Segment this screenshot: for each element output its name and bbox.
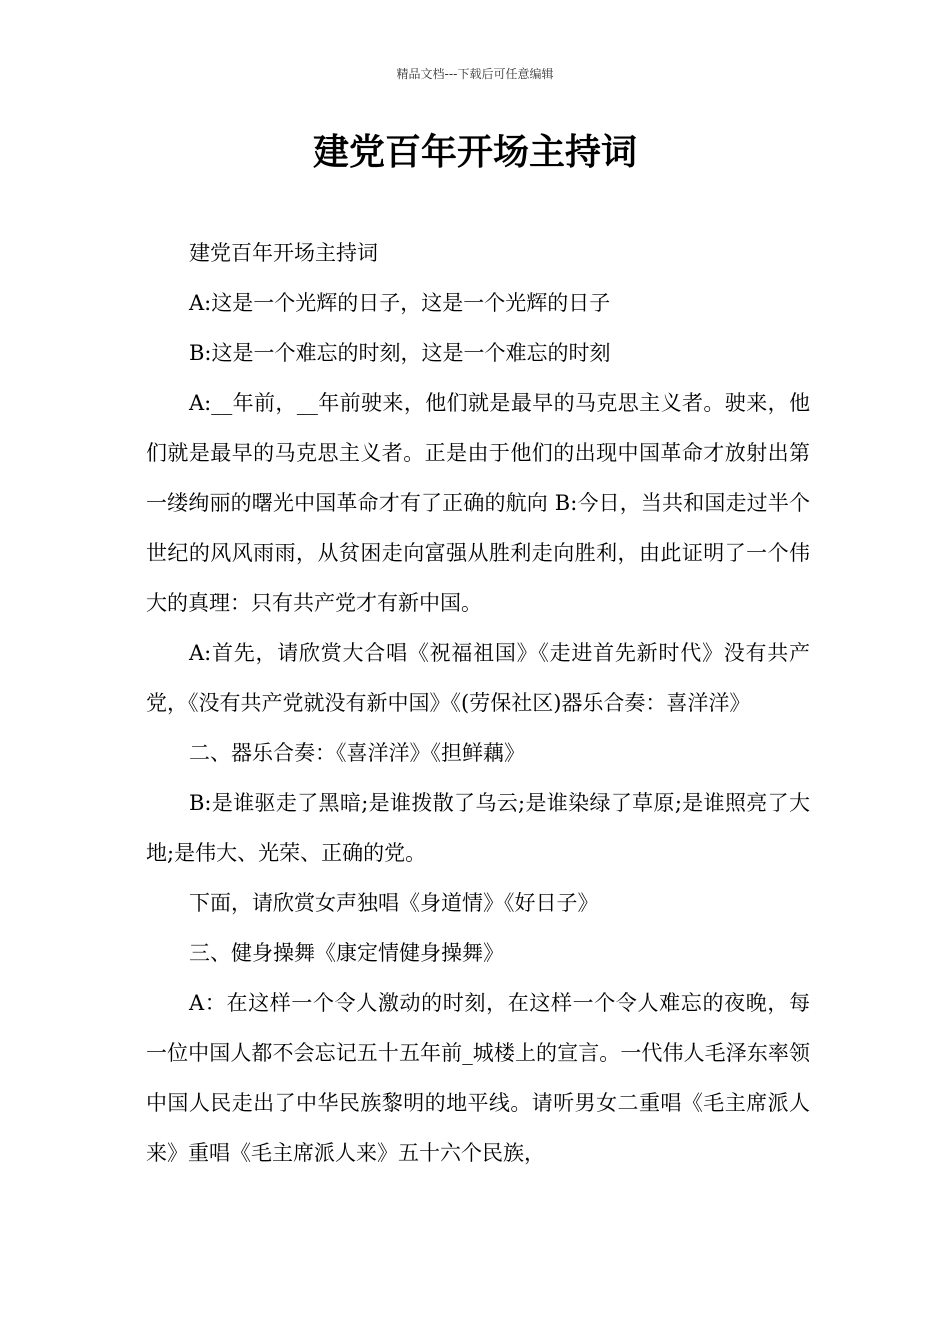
paragraph: B:这是一个难忘的时刻，这是一个难忘的时刻 (189, 341, 611, 365)
paragraph: 建党百年开场主持词 (189, 241, 378, 265)
paragraph: 二、器乐合奏：《喜洋洋》《担鲜藕》 (189, 741, 525, 765)
document-body (146, 228, 810, 1178)
paragraph: 三、健身操舞《康定情健身操舞》 (189, 941, 504, 965)
paragraph: A:__年前，__年前驶来，他们就是最早的马克思主义者。驶来，他们就是最早的马克思主义者。正是由于他们的出现中国革命才放射出第一缕绚丽的曙光中国革命才有了正确的航向 B:今日，当共和国走过半个世纪的风风雨雨，从贫困走向富强从胜利走向胜利，由此证明了一个伟大的真理：只有共产党才有新中国。 (146, 391, 810, 615)
page-header: 精品文档---下载后可任意编辑 (396, 67, 554, 81)
document-title: 建党百年开场主持词 (312, 132, 637, 173)
paragraph: B:是谁驱走了黑暗;是谁拨散了乌云;是谁染绿了草原;是谁照亮了大地;是伟大、光荣、正确的党。 (146, 791, 810, 865)
paragraph: A:首先，请欣赏大合唱《祝福祖国》《走进首先新时代》没有共产党，《没有共产党就没有新中国》《(劳保社区)器乐合奏：喜洋洋》 (146, 641, 810, 715)
paragraph: A：在这样一个令人激动的时刻，在这样一个令人难忘的夜晚，每一位中国人都不会忘记五十五年前_城楼上的宣言。一代伟人毛泽东率领中国人民走出了中华民族黎明的地平线。请听男女二重唱《毛主席派人来》重唱《毛主席派人来》五十六个民族， (146, 991, 810, 1165)
paragraph: A:这是一个光辉的日子，这是一个光辉的日子 (189, 291, 611, 315)
paragraph: 下面，请欣赏女声独唱《身道情》《好日子》 (189, 891, 599, 915)
